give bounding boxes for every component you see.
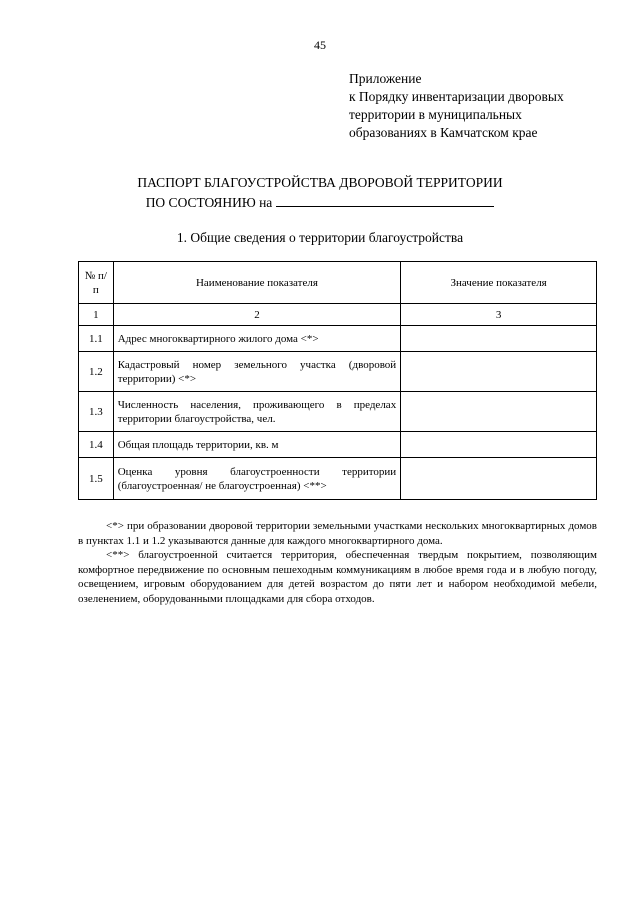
row-num: 1.3 [79, 392, 114, 432]
appendix-block [349, 70, 609, 142]
row-num: 1.5 [79, 458, 114, 500]
footnotes [78, 519, 597, 606]
appendix-line-2: к Порядку инвентаризации дворовых [349, 89, 564, 104]
appendix-line-4: образованиях в Камчатском крае [349, 125, 538, 140]
title-line-2-text: ПО СОСТОЯНИЮ на [145, 195, 273, 210]
row-name: Общая площадь территории, кв. м [113, 432, 401, 458]
row-name: Адрес многоквартирного жилого дома <*> [113, 326, 401, 352]
header-name: Наименование показателя [113, 262, 401, 304]
table-row [79, 458, 597, 500]
indicators-table [78, 261, 597, 500]
row-name: Оценка уровня благоустроенности территории (благоустроенная/ не благоустроенная) <**> [113, 458, 401, 500]
title-line-1: ПАСПОРТ БЛАГОУСТРОЙСТВА ДВОРОВОЙ ТЕРРИТОРИИ [137, 175, 503, 190]
table-row [79, 352, 597, 392]
row-num: 1.2 [79, 352, 114, 392]
document-title [0, 174, 640, 212]
row-value [401, 458, 597, 500]
table-column-numbers-row [79, 304, 597, 326]
column-number: 2 [113, 304, 401, 326]
table-row [79, 392, 597, 432]
table-row [79, 432, 597, 458]
row-value [401, 326, 597, 352]
row-value [401, 352, 597, 392]
row-num: 1.1 [79, 326, 114, 352]
appendix-line-1: Приложение [349, 71, 422, 86]
row-value [401, 432, 597, 458]
table-header-row [79, 262, 597, 304]
column-number: 3 [401, 304, 597, 326]
page-number: 45 [314, 38, 326, 52]
row-value [401, 392, 597, 432]
date-blank-line [276, 192, 494, 207]
column-number: 1 [79, 304, 114, 326]
section-title: 1. Общие сведения о территории благоустройства [176, 230, 464, 245]
table-row [79, 326, 597, 352]
row-name: Кадастровый номер земельного участка (дворовой территории) <*> [113, 352, 401, 392]
header-num: № п/п [79, 262, 114, 304]
header-value: Значение показателя [401, 262, 597, 304]
appendix-line-3: территории в муниципальных [349, 107, 522, 122]
row-num: 1.4 [79, 432, 114, 458]
footnote-2: <**> благоустроенной считается территория, обеспеченная твердым покрытием, позволяющим комфортное передвижение по основным пешеходным коммуникациям в любое время года и в любую погоду, освещением, игровым оборудованием для детей возрастом до пяти лет и набором необходимой мебели, озеленением, оборудованными площадками для сбора отходов. [78, 549, 597, 605]
footnote-1: <*> при образовании дворовой территории земельными участками нескольких многоквартирных домов в пунктах 1.1 и 1.2 указываются данные для каждого многоквартирного дома. [78, 520, 597, 547]
row-name: Численность населения, проживающего в пределах территории благоустройства, чел. [113, 392, 401, 432]
title-line-2 [0, 192, 640, 212]
